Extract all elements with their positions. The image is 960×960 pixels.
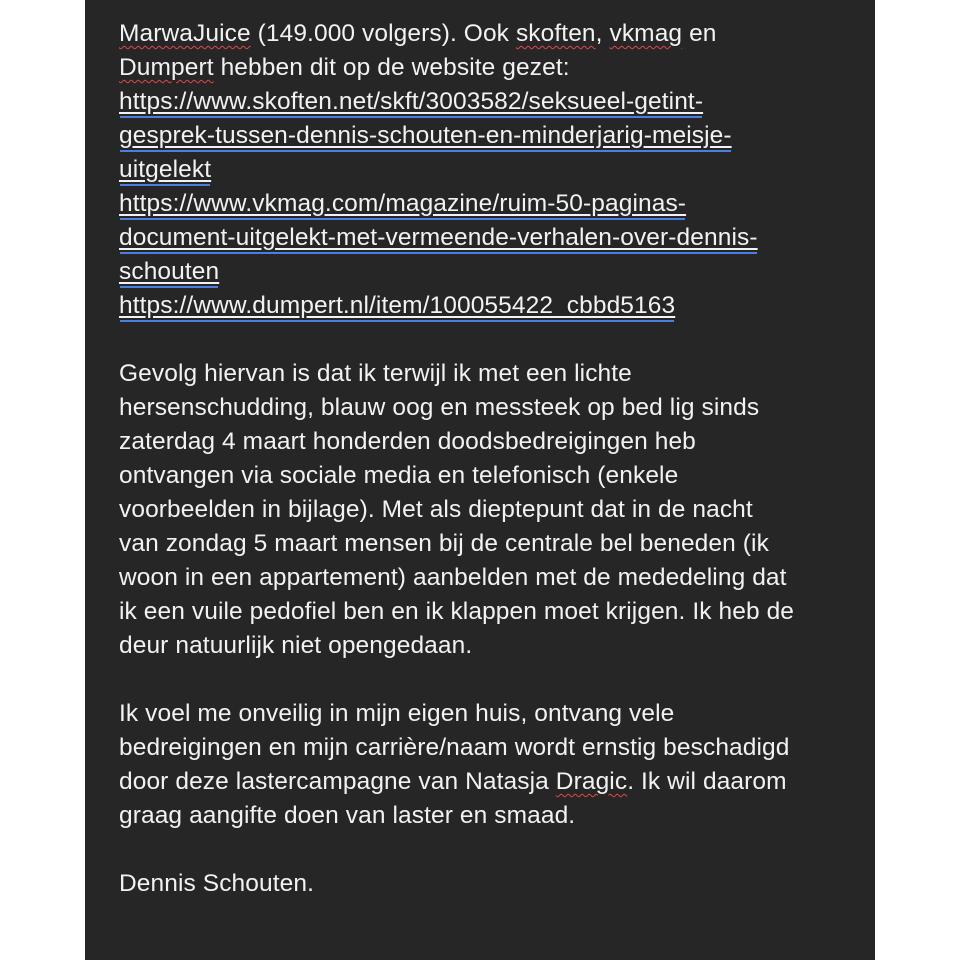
text-line	[119, 51, 859, 85]
text-span: hebben dit op de website gezet:	[213, 54, 570, 81]
link-skoften-line[interactable]	[119, 153, 859, 187]
link-vkmag[interactable]: https://www.vkmag.com/magazine/ruim-50-paginas-	[119, 190, 687, 217]
text-line: hersenschudding, blauw oog en messteek op bed lig sinds	[119, 394, 760, 421]
link-vkmag[interactable]: document-uitgelekt-met-vermeende-verhalen-over-dennis-	[119, 224, 758, 251]
text-line: bedreigingen en mijn carrière/naam wordt ernstig beschadigd	[119, 734, 790, 761]
text-line: Ik voel me onveilig in mijn eigen huis, ontvang vele	[119, 700, 675, 727]
text-line: ik een vuile pedofiel ben en ik klappen moet krijgen. Ik heb de	[119, 598, 795, 625]
text-line: voorbeelden in bijlage). Met als dieptepunt dat in de nacht	[119, 496, 753, 523]
signature: Dennis Schouten.	[119, 870, 315, 897]
paragraph-spacer	[119, 663, 859, 697]
link-skoften[interactable]: uitgelekt	[119, 156, 212, 183]
link-vkmag-line[interactable]	[119, 187, 859, 221]
spellcheck-word: Dragic	[555, 768, 628, 795]
link-dumpert[interactable]: https://www.dumpert.nl/item/100055422_cbbd5163	[119, 292, 676, 319]
text-line	[119, 17, 859, 51]
text-line: Gevolg hiervan is dat ik terwijl ik met een lichte	[119, 360, 632, 387]
text-line: zaterdag 4 maart honderden doodsbedreigingen heb	[119, 428, 696, 455]
document-body	[119, 17, 859, 901]
link-dumpert-line[interactable]	[119, 289, 859, 323]
text-span: . Ik wil daarom	[627, 768, 787, 795]
link-skoften[interactable]: gesprek-tussen-dennis-schouten-en-minderjarig-meisje-	[119, 122, 732, 149]
spellcheck-word: skoften	[515, 20, 596, 47]
link-skoften-line[interactable]	[119, 85, 859, 119]
text-line: woon in een appartement) aanbelden met de mededeling dat	[119, 564, 787, 591]
link-vkmag-line[interactable]	[119, 221, 859, 255]
paragraph-spacer	[119, 833, 859, 867]
link-skoften[interactable]: https://www.skoften.net/skft/3003582/seksueel-getint-	[119, 88, 704, 115]
text-span: ,	[595, 20, 610, 47]
spellcheck-word: vkmag	[609, 20, 683, 47]
text-line: van zondag 5 maart mensen bij de centrale bel beneden (ik	[119, 530, 769, 557]
text-span: door deze lastercampagne van Natasja	[119, 768, 556, 795]
text-line: deur natuurlijk niet opengedaan.	[119, 632, 473, 659]
text-line	[119, 765, 859, 799]
text-span: (149.000 volgers). Ook	[250, 20, 516, 47]
spellcheck-word: Dumpert	[119, 54, 214, 81]
spellcheck-word: MarwaJuice	[119, 20, 251, 47]
paragraph-spacer	[119, 323, 859, 357]
link-vkmag-line[interactable]	[119, 255, 859, 289]
text-span: en	[682, 20, 717, 47]
link-skoften-line[interactable]	[119, 119, 859, 153]
text-line: graag aangifte doen van laster en smaad.	[119, 802, 576, 829]
text-line: ontvangen via sociale media en telefonisch (enkele	[119, 462, 679, 489]
link-vkmag[interactable]: schouten	[119, 258, 220, 285]
document-page	[85, 0, 875, 960]
